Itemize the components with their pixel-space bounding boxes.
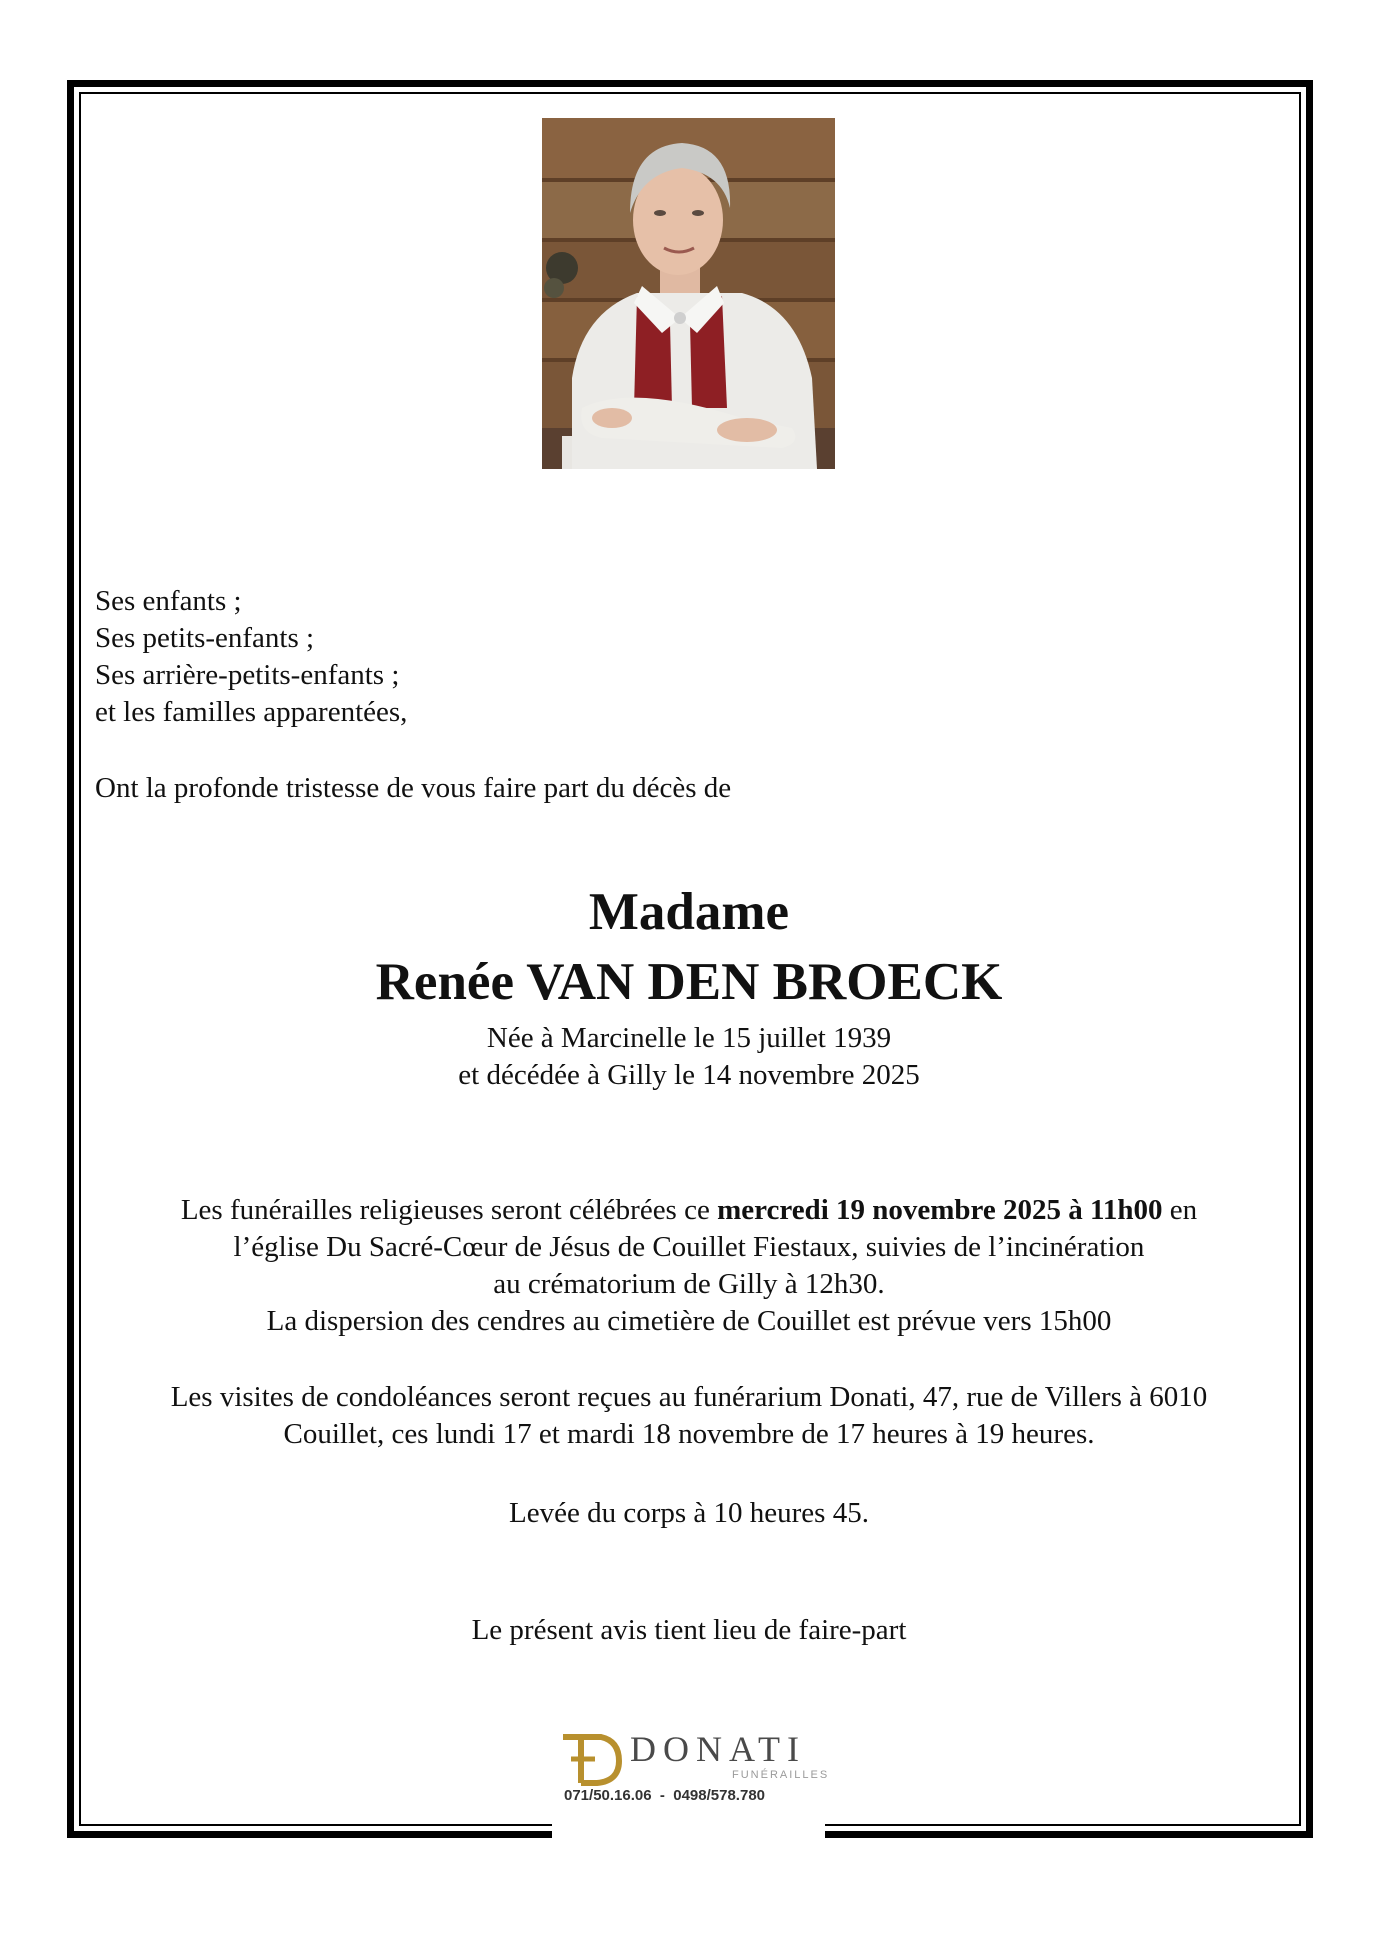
levee-du-corps: Levée du corps à 10 heures 45. [509, 1497, 869, 1529]
visits-line-2: Couillet, ces lundi 17 et mardi 18 novembre de 17 heures à 19 heures. [283, 1418, 1095, 1450]
family-line: Ses petits-enfants ; [95, 622, 315, 654]
funeral-line-1-pre: Les funérailles religieuses seront célébrées ce [180, 1194, 718, 1226]
donati-monogram-icon [557, 1731, 623, 1787]
visits-details [80, 1379, 1298, 1453]
deceased-photo [542, 118, 835, 469]
funeral-details [80, 1192, 1298, 1340]
funeral-line-3: au crématorium de Gilly à 12h30. [493, 1268, 885, 1300]
family-list [95, 583, 407, 731]
deceased-name: Renée VAN DEN BROECK [375, 953, 1003, 1011]
logo-brand: DONATI [630, 1729, 806, 1769]
family-line: et les familles apparentées, [95, 696, 408, 728]
visits-line-1: Les visites de condoléances seront reçues au funérarium Donati, 47, rue de Villers à 6010 [170, 1381, 1208, 1413]
donati-logo [552, 1725, 830, 1841]
funeral-line-4: La dispersion des cendres au cimetière de Couillet est prévue vers 15h00 [266, 1305, 1112, 1337]
life-dates [80, 1020, 1298, 1094]
funeral-date-time: mercredi 19 novembre 2025 à 11h00 [717, 1194, 1163, 1226]
death-line: et décédée à Gilly le 14 novembre 2025 [458, 1059, 920, 1091]
birth-line: Née à Marcinelle le 15 juillet 1939 [486, 1022, 892, 1054]
funeral-line-2: l’église Du Sacré-Cœur de Jésus de Couillet Fiestaux, suivies de l’incinération [233, 1231, 1145, 1263]
funeral-line-1 [80, 1192, 1298, 1229]
deceased-honorific: Madame [588, 883, 790, 941]
funeral-line-1-post: en [1162, 1194, 1198, 1226]
notice-line: Le présent avis tient lieu de faire-part [471, 1614, 907, 1646]
family-line: Ses enfants ; [95, 585, 242, 617]
family-line: Ses arrière-petits-enfants ; [95, 659, 400, 691]
announcement-intro: Ont la profonde tristesse de vous faire part du décès de [95, 772, 732, 804]
logo-subtitle: FUNÉRAILLES [732, 1769, 830, 1781]
logo-phones: 071/50.16.06 - 0498/578.780 [564, 1787, 766, 1804]
